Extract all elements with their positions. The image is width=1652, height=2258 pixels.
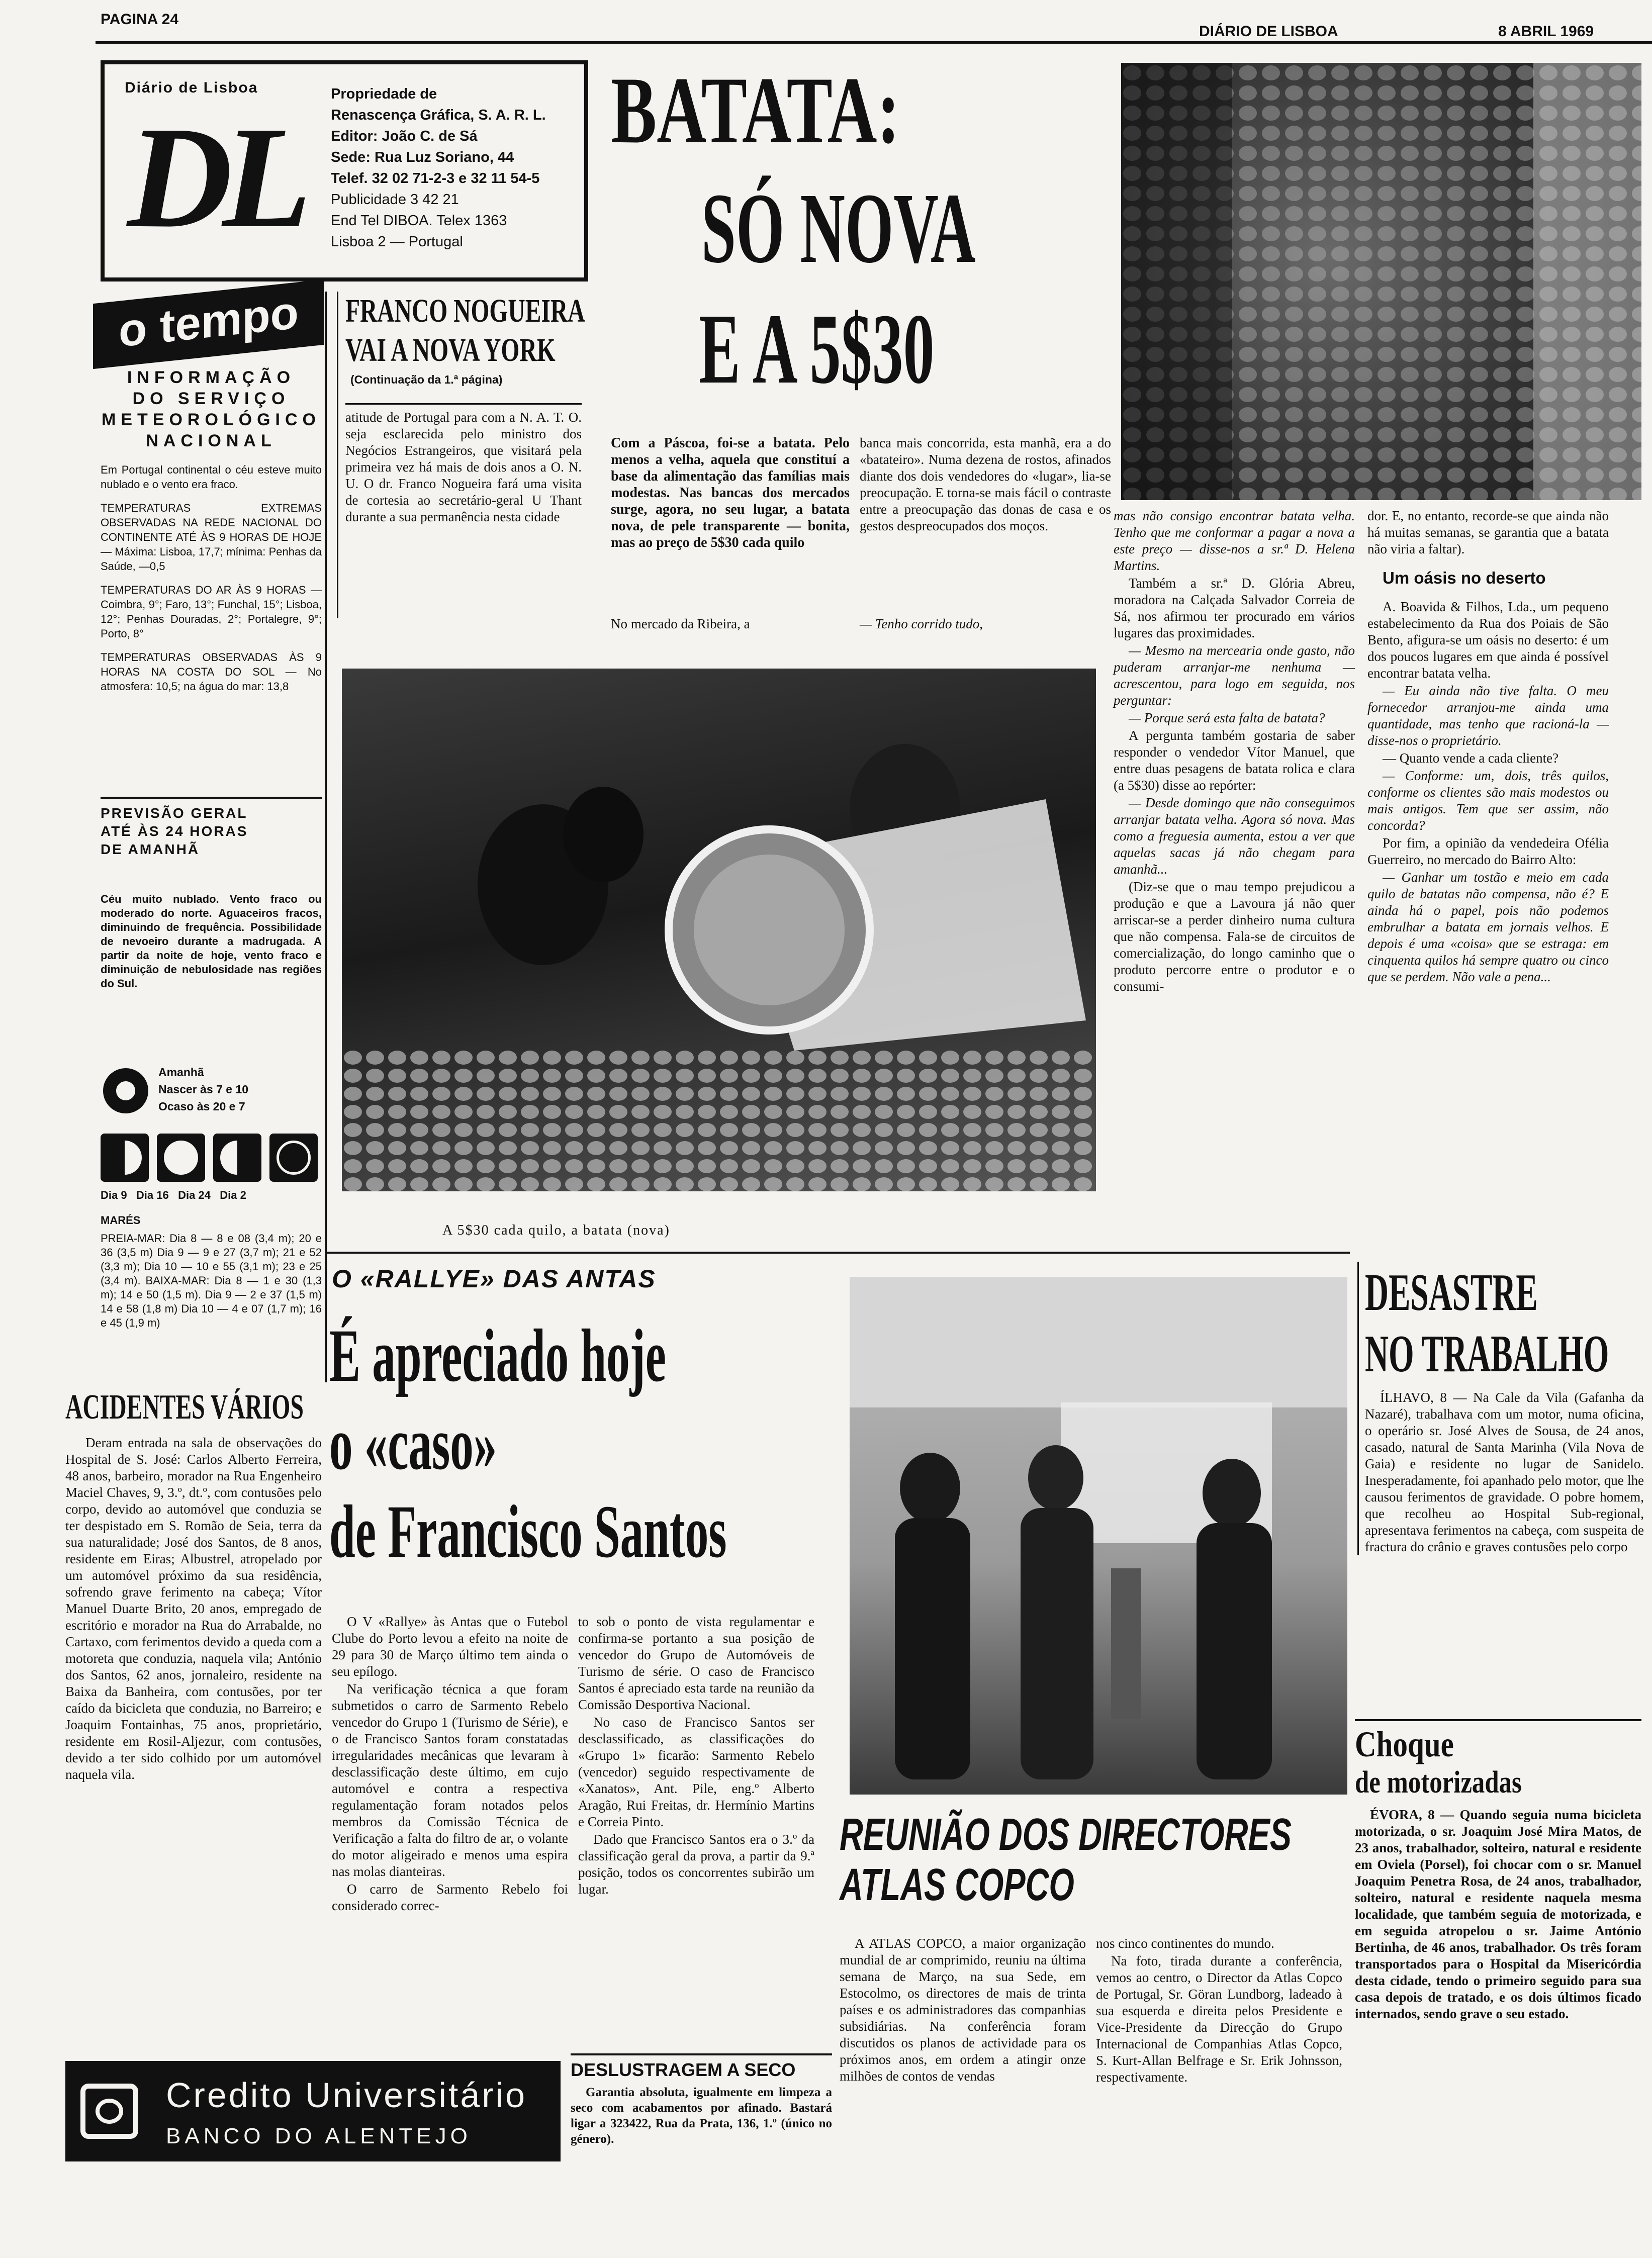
- rallye-text: No caso de Francisco Santos ser desclassificado, as classificações do «Grupo 1» ficarão: Sarmento Rebelo (vencedor) seguido respectivamente de «Xanatos», Ant. Pile, eng.º Alberto Aragão, Rui Freitas, dr. Hermínio Martins e Correia Pinto.: [578, 1715, 814, 1829]
- dl-box: [101, 60, 588, 281]
- rallye-headline-line: É apreciado hoje: [329, 1314, 666, 1397]
- moon-days: Dia 9 Dia 16 Dia 24 Dia 2: [101, 1189, 246, 1201]
- choque-headline-line: Choque: [1355, 1724, 1454, 1764]
- tempo-box: [93, 287, 327, 1382]
- page-date: 8 ABRIL 1969: [1498, 23, 1594, 40]
- batata-col4-text: — Ganhar um tostão e meio em cada quilo de batatas não compensa, não é? E ainda há o papel, pois não podemos embrulhar a batata em jornais velhos. E depois é uma «coisa» que se estraga: em cinquenta quilos há sempre quatro ou cinco que se perdem. Não vale a pena...: [1367, 870, 1609, 984]
- dl-line: Renascença Gráfica, S. A. R. L.: [331, 107, 546, 123]
- desastre-headline-line: NO TRABALHO: [1365, 1324, 1609, 1383]
- dl-info: [331, 83, 546, 252]
- franco-headline-line: FRANCO NOGUEIRA: [345, 293, 585, 329]
- rallye-kicker: O «RALLYE» DAS ANTAS: [332, 1265, 656, 1293]
- dl-line: Sede: Rua Luz Soriano, 44: [331, 149, 514, 165]
- acidentes-article: [65, 1387, 322, 1783]
- rallye-col2: [578, 1614, 814, 1899]
- market-photo: [342, 669, 1096, 1191]
- dl-small-title: Diário de Lisboa: [125, 79, 258, 96]
- batata-col3-text: mas não consigo encontrar batata velha. Tenho que me conformar a pagar a nova a este preço — disse-nos a sr.ª D. Helena Martins.: [1114, 508, 1355, 573]
- sun-line: Ocaso às 20 e 7: [158, 1100, 245, 1113]
- franco-text: atitude de Portugal para com a N. A. T. O. seja esclarecida pelo ministro dos Negócios Estrangeiros, que visitará pela primeira vez há mais de dois anos a O. N. U. O dr. Franco Nogueira fará uma visita de cortesia ao secretário-geral U Thant durante a sua permanência nesta cidade: [345, 410, 582, 524]
- rallye-text: Dado que Francisco Santos era o 3.º da classificação geral da prova, a partir da 9.ª posição, todos os concorrentes subirão um lugar.: [578, 1832, 814, 1897]
- batata-col3-text: (Diz-se que o mau tempo prejudicou a produção e que a Lavoura já não quer arriscar-se a perder dinheiro numa cultura que não compensa. Fala-se de circuitos de comercialização, do longo caminho que o produto percorre entre o produtor e o consumi-: [1114, 879, 1355, 994]
- desastre-article: [1357, 1262, 1644, 1555]
- market-photo-shapes: [342, 669, 1096, 1191]
- desastre-text: ÍLHAVO, 8 — Na Cale da Vila (Gafanha da Nazaré), trabalhava com um motor, numa oficina, o operário sr. José Alves de Sousa, de 24 anos, casado, natural de Santa Marinha (Vila Nova de Gaia) e residente no lugar de Sanidelo. Inesperadamente, foi apanhado pelo motor, que lhe causou ferimentos de gravidade. O pobre homem, que recolheu ao Hospital Sub-regional, apresentava ferimentos na cabeça, com suspeita de fractura do crânio e graves contusões pelo corpo: [1365, 1390, 1644, 1554]
- atlas-photo: [850, 1277, 1347, 1795]
- tempo-paragraph: TEMPERATURAS DO AR ÀS 9 HORAS — Coimbra, 9°; Faro, 13°; Funchal, 15°; Lisboa, 12°; Penhas Douradas, 2°; Portalegre, 9°; Porto, 8°: [101, 584, 322, 640]
- tempo-heading-line: INFORMAÇÃO: [127, 368, 296, 387]
- atlas-headline: [840, 1810, 1352, 1910]
- batata-lead: Com a Páscoa, foi-se a batata. Pelo menos a velha, aquela que constituí a base da alimentação das famílias mais modestas. Nas bancas dos mercados surge, agora, no seu lugar, a batata nova, de pele transparente — bonita, mas ao preço de 5$30 cada quilo: [611, 435, 850, 550]
- dl-line: Editor: João C. de Sá: [331, 128, 478, 144]
- rallye-text: to sob o ponto de vista regulamentar e confirma-se portanto a sua posição de vencedor do Grupo de Automóveis de Turismo de série. O caso de Francisco Santos é apreciado esta tarde na reunião da Comissão Desportiva Nacional.: [578, 1614, 814, 1712]
- choque-article: [1355, 1719, 1641, 2022]
- atlas-photo-shapes: [850, 1277, 1347, 1795]
- batata-col3-text: A pergunta também gostaria de saber responder o vendedor Vítor Manuel, que entre duas pesagens de batata rolica e clara (a 5$30) disse ao repórter:: [1114, 728, 1355, 793]
- credito-logo-icon: [80, 2084, 138, 2139]
- deslustragem-title: DESLUSTRAGEM A SECO: [571, 2059, 796, 2080]
- credito-line1: Credito Universitário: [166, 2076, 527, 2115]
- headline-line: SÓ NOVA: [701, 173, 976, 284]
- batata-col4: [1367, 508, 1609, 986]
- dl-line: Publicidade 3 42 21: [331, 192, 459, 208]
- batata-col3: [1114, 508, 1355, 996]
- photo-caption: A 5$30 cada quilo, a batata (nova): [442, 1222, 670, 1238]
- tempo-heading-line: NACIONAL: [146, 431, 277, 450]
- acidentes-text: Deram entrada na sala de observações do Hospital de S. José: Carlos Alberto Ferreira, 48 anos, barbeiro, morador na Rua Engenheiro Maciel Chaves, 9, 3.º, dt.º, com contusões pelo corpo, devido ao automóvel que conduzia se ter despistado em S. Romão de Seia, terra da sua naturalidade; José dos Santos, de 8 anos, residente em Eiras; Albustrel, atropelado por um automóvel próximo da sua residência, sofrendo grave ferimento na cabeça; Vítor Manuel Duarte Brito, 20 anos, empregado de escritório e morador na Rua do Arrabalde, no Cartaxo, com ferimentos devido a queda com a motoreta que conduzia, naquela vila; António dos Santos, 62 anos, jornaleiro, residente na Baixa da Banheira, com contusões, por ter caído da bicicleta que conduzia, no Barreiro; e Joaquim Fontainhas, 75 anos, proprietário, residente em Rosil-Aljezur, com contusões, devido a ter sido colhido por um automóvel naquela vila.: [65, 1435, 322, 1782]
- mares-text: PREIA-MAR: Dia 8 — 8 e 08 (3,4 m); 20 e 36 (3,5 m) Dia 9 — 9 e 27 (3,7 m); 21 e 52 (3,3 m); Dia 10 — 10 e 55 (3,1 m); 23 e 25 (3,4 m). BAIXA-MAR: Dia 8 — 1 e 30 (1,3 m); 14 e 50 (1,5 m). Dia 9 — 2 e 37 (1,5 m) 14 e 58 (1,8 m) Dia 10 — 4 e 07 (1,7 m); 16 e 45 (1,9 m): [101, 1232, 322, 1329]
- franco-rule: [345, 403, 582, 405]
- rallye-col1: [332, 1614, 568, 1915]
- previsao-title: [101, 804, 322, 859]
- dl-line: Telef. 32 02 71-2-3 e 32 11 54-5: [331, 170, 540, 186]
- rallye-headline-line: o «caso»: [329, 1402, 497, 1485]
- tempo-divider: [101, 797, 322, 799]
- atlas-col1: A ATLAS COPCO, a maior organização mundial de ar comprimido, reuniu na última semana de Março, na sua Sede, em Estocolmo, os directores de mais de trinta países e os administradores das companhias subsidiárias. Na conferência foram discutidos os planos de actividade para os próximos anos, em ordem a atingir onze milhões de contos de vendas: [840, 1936, 1086, 2084]
- previsao-text: Céu muito nublado. Vento fraco ou moderado do norte. Aguaceiros fracos, diminuindo de frequência. Possibilidade de nevoeiro durante a madrugada. A partir da noite de hoje, vento fraco e diminuição de nebulosidade nas regiões do Sul.: [101, 893, 322, 990]
- tempo-heading-line: DO SERVIÇO: [132, 389, 290, 408]
- sun-text: [158, 1064, 248, 1115]
- batata-col3-text: — Mesmo na mercearia onde gasto, não puderam arranjar-me nenhuma — acrescentou, para logo em seguida, nos perguntar:: [1114, 643, 1355, 708]
- credito-line2: BANCO DO ALENTEJO: [166, 2124, 472, 2148]
- page-number: PAGINA 24: [101, 11, 179, 28]
- franco-article: [337, 292, 588, 618]
- franco-headline-line: VAI A NOVA YORK: [345, 332, 556, 368]
- sun-line: Nascer às 7 e 10: [158, 1083, 249, 1096]
- deslustragem-text: Garantia absoluta, igualmente em limpeza a seco com acabamentos por afinado. Bastará ligar a 323422, Rua da Prata, 136, 1.º (único no género).: [571, 2086, 832, 2146]
- atlas-col2: [1096, 1935, 1342, 2087]
- batata-col3-text: — Porque será esta falta de batata?: [1129, 710, 1325, 725]
- atlas-headline-line: REUNIÃO DOS DIRECTORES: [840, 1810, 1292, 1860]
- batata-headline: [601, 60, 1114, 412]
- potatoes-photo: [1121, 63, 1641, 500]
- tempo-logo: [93, 279, 324, 369]
- atlas-text: nos cinco continentes do mundo.: [1096, 1936, 1274, 1951]
- batata-col4-text: A. Boavida & Filhos, Lda., um pequeno estabelecimento da Rua dos Poiais de São Bento, afigura-se um oásis no deserto: é um dos poucos lugares em que ainda é possível encontrar batata velha.: [1367, 599, 1609, 681]
- batata-col4-text: — Conforme: um, dois, três quilos, conforme os clientes são mais modestos ou mais antigos. Tem que ser assim, não concorda?: [1367, 768, 1609, 833]
- previsao-title-line: PREVISÃO GERAL: [101, 805, 248, 821]
- tempo-heading-line: METEOROLÓGICO: [102, 410, 321, 429]
- tempo-logo-text: o tempo: [119, 287, 299, 357]
- acidentes-title: ACIDENTES VÁRIOS: [65, 1388, 304, 1427]
- choque-rule: [1355, 1719, 1641, 1721]
- mares-title: MARÉS: [101, 1214, 141, 1227]
- previsao-title-line: DE AMANHÃ: [101, 841, 200, 857]
- batata-col2: banca mais concorrida, esta manhã, era a do «batateiro». Numa dezena de rostos, afinados diante dos dois vendedores do «lugar», lia-se preocupação. E torna-se mais fácil o contraste entre a preocupação das donas de casa e os gestos despreocupados dos moços.: [860, 435, 1111, 533]
- section-rule: [327, 1252, 1350, 1254]
- moon-phases: [101, 1134, 322, 1184]
- rallye-headline: [329, 1312, 832, 1576]
- choque-headline-line: de motorizadas: [1355, 1765, 1522, 1800]
- moon-icon: [213, 1134, 261, 1182]
- rallye-headline-line: de Francisco Santos: [329, 1490, 727, 1573]
- moon-icon: [269, 1134, 318, 1182]
- headline-line: E A 5$30: [699, 294, 935, 405]
- tempo-heading: [101, 367, 322, 451]
- sun-icon-core: [114, 1079, 137, 1102]
- moon-icon: [157, 1134, 205, 1182]
- batata-col2-quote: — Tenho corrido tudo,: [860, 616, 983, 631]
- dl-line: End Tel DIBOA. Telex 1363: [331, 213, 507, 229]
- batata-lead-cont: No mercado da Ribeira, a: [611, 616, 750, 631]
- potatoes-photo-texture: [1121, 63, 1641, 500]
- oasis-title: Um oásis no deserto: [1383, 569, 1546, 587]
- rallye-text: Na verificação técnica a que foram submetidos o carro de Sarmento Rebelo vencedor do Grupo 1 (Turismo de Série), e o de Francisco Santos foram constatadas irregularidades mecânicas que levaram à desclassificação deste último, em cujo automóvel e contra a respectiva regulamentação foram notados pelos membros da Comissão Técnica de Verificação a falta do filtro de ar, o volante do motor aligeirado e menos uma espira nas molas dianteiras.: [332, 1681, 568, 1879]
- desastre-headline-line: DESASTRE: [1365, 1263, 1538, 1322]
- paper-name: DIÁRIO DE LISBOA: [1199, 23, 1338, 40]
- batata-col4-text: — Eu ainda não tive falta. O meu fornecedor arranjou-me ainda uma quantidade, mas tenho que racioná-la — disse-nos o proprietário.: [1367, 683, 1609, 748]
- batata-col3-text: — Desde domingo que não conseguimos arranjar batata velha. Agora só nova. Mas como a freguesia aumenta, estou a ver que aquelas sacas já não chegam para amanhã...: [1114, 795, 1355, 877]
- rallye-text: O carro de Sarmento Rebelo foi considerado correc-: [332, 1881, 568, 1913]
- atlas-headline-line: ATLAS COPCO: [840, 1860, 1074, 1910]
- headline-line: BATATA:: [611, 58, 900, 163]
- dl-line: Propriedade de: [331, 86, 437, 102]
- dl-line: Lisboa 2 — Portugal: [331, 234, 463, 250]
- atlas-text: Na foto, tirada durante a conferência, vemos ao centro, o Director da Atlas Copco de Portugal, Sr. Göran Lundborg, ladeado à sua esquerda e direita pelos Presidente e Vice-Presidente da Direcção do Grupo Internacional de Companhias Atlas Copco, S. Kurt-Allan Belfrage e Sr. Erik Johnsson, respectivamente.: [1096, 1953, 1342, 2085]
- tempo-paragraph: Em Portugal continental o céu esteve muito nublado e o vento era fraco.: [101, 463, 322, 491]
- batata-col4-text: dor. E, no entanto, recorde-se que ainda não há muitas semanas, se garantia que a batata não viria a faltar).: [1367, 508, 1609, 556]
- credito-ad: [65, 2061, 561, 2161]
- deslustragem-ad: [571, 2053, 832, 2147]
- batata-col3-text: Também a sr.ª D. Glória Abreu, moradora na Calçada Salvador Correia de Sá, nos afirmou ter procurado em vários lugares das proximidades.: [1114, 576, 1355, 640]
- sun-line: Amanhã: [158, 1066, 204, 1079]
- batata-col4-text: — Quanto vende a cada cliente?: [1383, 750, 1559, 766]
- batata-col4-text: Por fim, a opinião da vendedeira Ofélia Guerreiro, no mercado do Bairro Alto:: [1367, 835, 1609, 867]
- tempo-report: [101, 462, 322, 695]
- moon-icon: [101, 1134, 149, 1182]
- rallye-text: O V «Rallye» às Antas que o Futebol Clube do Porto levou a efeito na noite de 29 para 30 de Março último tem ainda o seu epílogo.: [332, 1614, 568, 1679]
- franco-cont: (Continuação da 1.ª página): [350, 373, 503, 386]
- previsao-title-line: ATÉ ÀS 24 HORAS: [101, 823, 248, 839]
- dl-logo: DL: [127, 97, 302, 258]
- tempo-paragraph: TEMPERATURAS OBSERVADAS ÀS 9 HORAS NA COSTA DO SOL — No atmosfera: 10,5; na água do mar: 13,8: [101, 651, 322, 693]
- choque-text: ÉVORA, 8 — Quando seguia numa bicicleta motorizada, o sr. Joaquim José Mira Matos, de 23 anos, trabalhador, solteiro, natural e residente em Oviela (Porsel), foi chocar com o sr. Manuel Joaquim Penetra Rosa, de 24 anos, trabalhador, solteiro, natural e residente naquela mesma localidade, que também seguia de motorizada, e em seguida atropelou o sr. Jaime António Bertinha, de 46 anos, trabalhador. Os três foram transportados para o Hospital da Misericórdia desta cidade, tendo o primeiro seguido para sua casa depois de tratado, e os dois últimos ficado internados, sendo grave o seu estado.: [1355, 1807, 1641, 2021]
- sun-block: [101, 1061, 322, 1126]
- masthead-rule: [96, 41, 1652, 44]
- tempo-paragraph: TEMPERATURAS EXTREMAS OBSERVADAS NA REDE NACIONAL DO CONTINENTE ATÉ ÀS 9 HORAS DE HOJE — Máxima: Lisboa, 17,7; mínima: Penhas da Saúde, —0,5: [101, 502, 322, 573]
